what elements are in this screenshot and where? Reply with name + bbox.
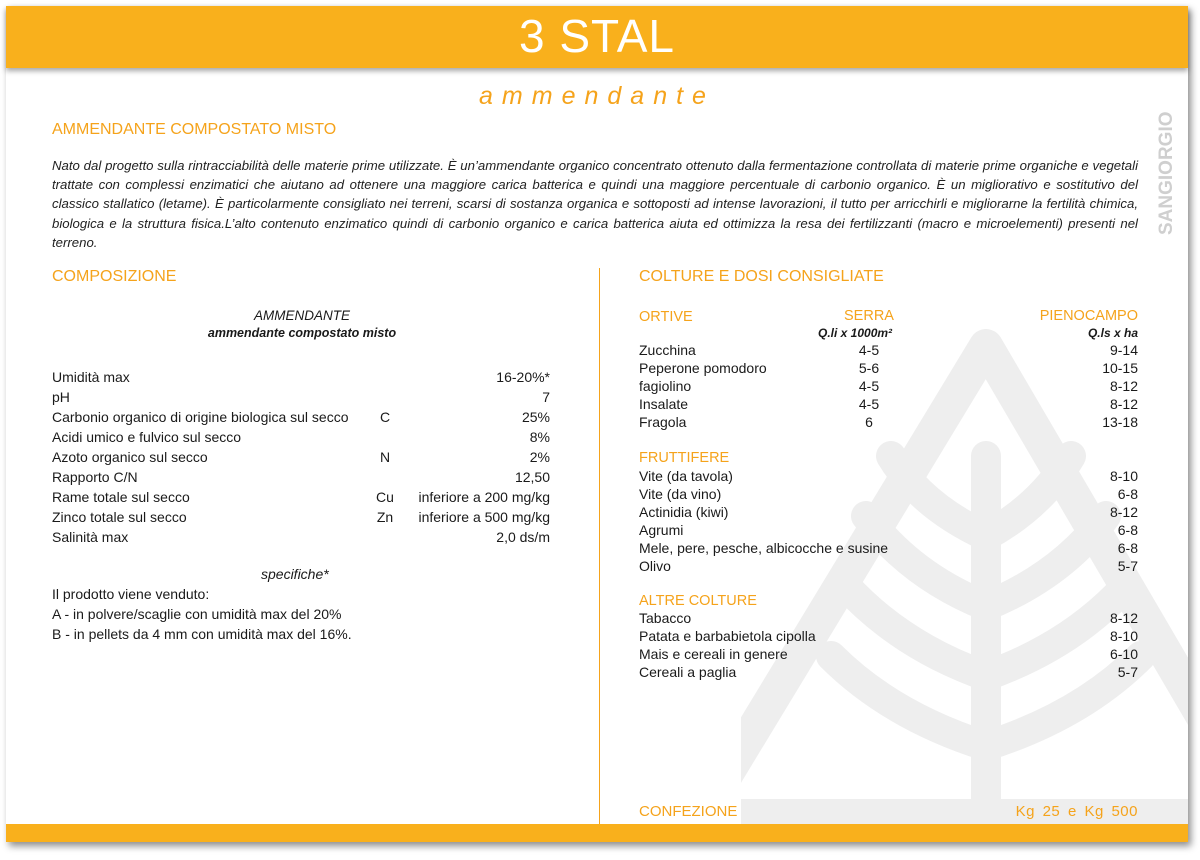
composition-row: Zinco totale sul secco Zn inferiore a 500 mg/kg	[52, 509, 550, 525]
composition-row: Acidi umico e fulvico sul secco 8%	[52, 429, 550, 445]
crops-heading: COLTURE E DOSI CONSIGLIATE	[639, 268, 884, 285]
serra-column-label: SERRA	[844, 308, 894, 324]
column-divider	[599, 268, 600, 824]
composition-row: Carbonio organico di origine biologica sul secco C 25%	[52, 409, 550, 425]
crop-row: Olivo 5-7	[639, 558, 1138, 574]
crop-row: fagiolino 4-5 8-12	[639, 378, 1138, 394]
composition-row: pH 7	[52, 389, 550, 405]
crop-row: Fragola 6 13-18	[639, 414, 1138, 430]
sales-note: A - in polvere/scaglie con umidità max del 20%	[52, 606, 342, 622]
altre-colture-label: ALTRE COLTURE	[639, 593, 757, 609]
crop-row: Patata e barbabietola cipolla 8-10	[639, 628, 1138, 644]
composition-row: Rame totale sul secco Cu inferiore a 200 mg/kg	[52, 489, 550, 505]
fruttifere-label: FRUTTIFERE	[639, 450, 730, 466]
crop-row: Tabacco 8-12	[639, 610, 1138, 626]
pienocampo-column-label: PIENOCAMPO	[1039, 308, 1138, 324]
crop-row: Mele, pere, pesche, albicocche e susine 6-8	[639, 540, 1138, 556]
footer-band	[6, 824, 1188, 842]
crop-row: Cereali a paglia 5-7	[639, 664, 1138, 680]
intro-heading: AMMENDANTE COMPOSTATO MISTO	[52, 121, 337, 138]
crop-row: Insalate 4-5 8-12	[639, 396, 1138, 412]
composition-row: Salinità max 2,0 ds/m	[52, 529, 550, 545]
sales-note: Il prodotto viene venduto:	[52, 586, 210, 602]
header-band	[6, 6, 1188, 68]
pienocampo-unit: Q.ls x ha	[1087, 326, 1138, 340]
intro-paragraph: Nato dal progetto sulla rintracciabilità delle materie prime utilizzate. È un’ammendante organico concentrato ottenuto dalla fermentazione controllata di materie prime organiche e vegetali trattate con complessi enzimatici che aiutano ad ottenere una maggiore carica batterica e quindi una maggiore percentuale di carbonio organico. È un migliorativo e sostitutivo del classico stallatico (letame). È particolarmente consigliato nei terreni, scarsi di sostanza organica e sottoposti ad intense lavorazioni, il tutto per arricchirli e migliorarne la fertilità chimica, biologica e la struttura fisica.L’alto contenuto enzimatico quindi di carbonio organico e carica batterica aiuta ed ottimizza la resa dei fertilizzanti (macro e microelementi) presenti nel terreno.	[52, 158, 1138, 250]
ortive-label: ORTIVE	[639, 309, 693, 325]
serra-unit: Q.li x 1000m²	[818, 326, 893, 340]
brand-vertical-label: SANGIORGIO	[1156, 111, 1177, 235]
specifications-label: specifiche*	[261, 566, 329, 582]
composition-row: Umidità max 16-20%*	[52, 369, 550, 385]
crop-row: Zucchina 4-5 9-14	[639, 342, 1138, 358]
sales-note: B - in pellets da 4 mm con umidità max del 16%.	[52, 626, 352, 642]
product-subtitle: ammendante	[479, 82, 715, 110]
datasheet-page	[6, 6, 1188, 842]
packaging-label: CONFEZIONE	[639, 803, 738, 820]
crop-row: Vite (da tavola) 8-10	[639, 468, 1138, 484]
packaging-value: Kg 25 e Kg 500	[1015, 803, 1138, 820]
composition-product-type: ammendante compostato misto	[207, 326, 397, 340]
crop-row: Vite (da vino) 6-8	[639, 486, 1138, 502]
product-title: 3 STAL	[519, 10, 675, 62]
crop-row: Mais e cereali in genere 6-10	[639, 646, 1138, 662]
composition-row: Azoto organico sul secco N 2%	[52, 449, 550, 465]
crop-row: Agrumi 6-8	[639, 522, 1138, 538]
crop-row: Peperone pomodoro 5-6 10-15	[639, 360, 1138, 376]
composition-heading: COMPOSIZIONE	[52, 268, 177, 285]
composition-product-name: AMMENDANTE	[253, 308, 350, 323]
composition-row: Rapporto C/N 12,50	[52, 469, 550, 485]
crop-row: Actinidia (kiwi) 8-12	[639, 504, 1138, 520]
